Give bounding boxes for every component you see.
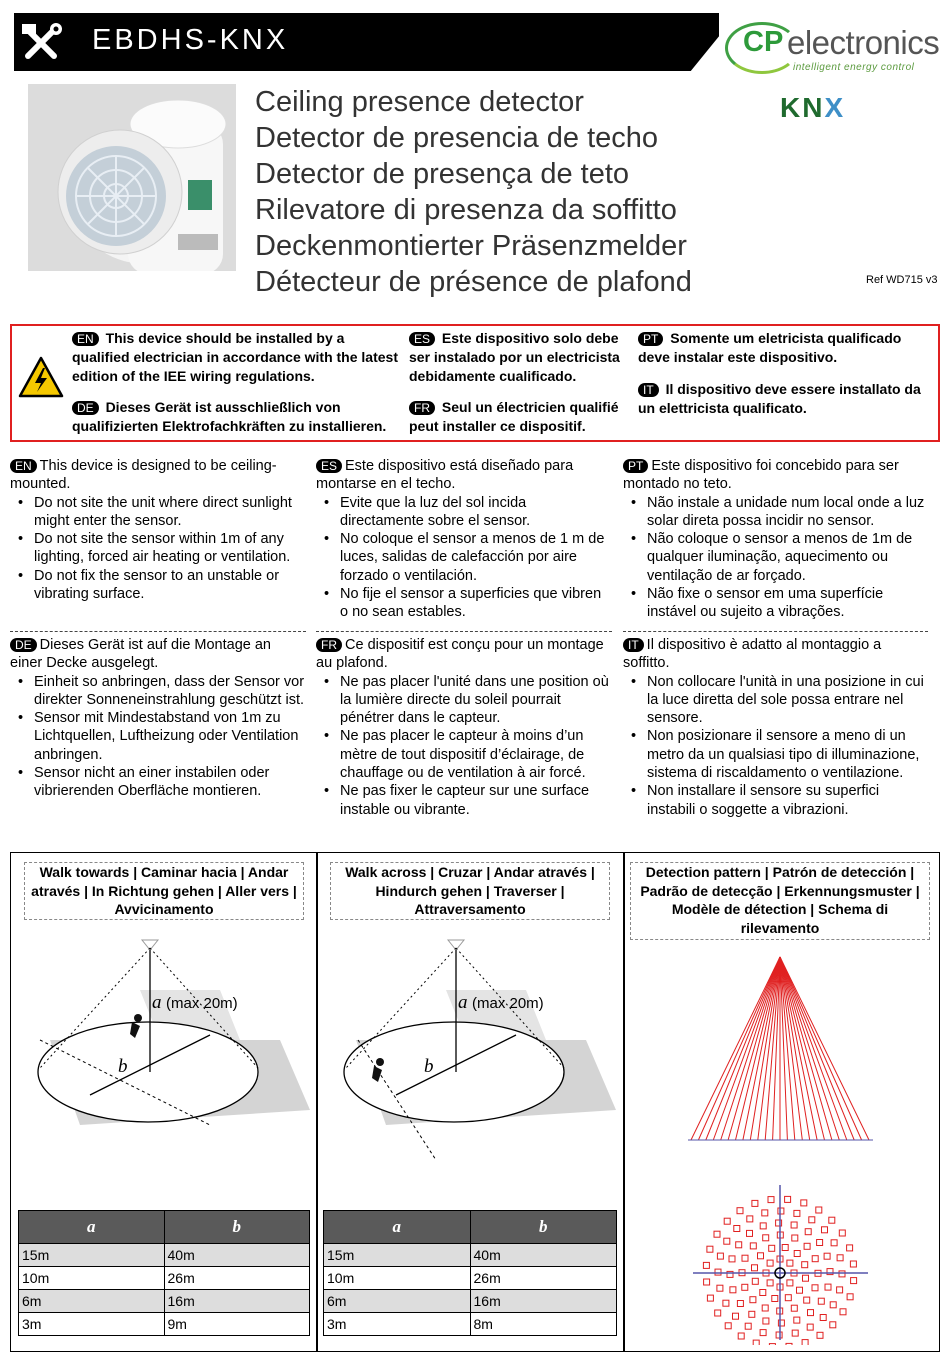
detection-zone	[802, 1262, 808, 1268]
detection-zone	[791, 1222, 797, 1228]
table-row: 15m 40m	[324, 1244, 617, 1267]
list-item: • Evite que la luz del sol incida directamente sobre el sensor.	[340, 494, 612, 531]
detection-zone	[736, 1242, 742, 1248]
divider	[316, 631, 612, 632]
list-item: • Einheit so anbringen, dass der Sensor vor direkter Sonneneinstrahlung geschützt ist.	[34, 673, 306, 710]
detection-zone	[714, 1231, 720, 1237]
detection-zone	[785, 1295, 791, 1301]
list-item: • Não instale a unidade num local onde a luz solar direta possa incidir no sensor.	[647, 494, 928, 531]
detection-zone	[818, 1298, 824, 1304]
detection-zone	[808, 1310, 814, 1316]
detection-zone	[730, 1287, 736, 1293]
detection-zone	[742, 1255, 748, 1261]
detection-zone	[758, 1253, 764, 1259]
detection-zone	[802, 1340, 808, 1345]
table-row: 3m 8m	[324, 1313, 617, 1336]
table-row: 10m 26m	[324, 1267, 617, 1290]
label-a: a	[152, 992, 162, 1013]
divider	[623, 631, 928, 632]
detection-zone	[724, 1238, 730, 1244]
detection-zone	[847, 1294, 853, 1300]
list-item: • Do not site the unit where direct sunlight might enter the sensor.	[34, 494, 306, 531]
detection-zone	[837, 1255, 843, 1261]
detection-zone	[840, 1309, 846, 1315]
detection-zone	[803, 1275, 809, 1281]
label-b: b	[424, 1056, 434, 1077]
detection-zone	[733, 1313, 739, 1319]
detection-zone	[715, 1269, 721, 1275]
list-item: • No fije el sensor a superficies que vibren o no sean estables.	[340, 585, 612, 622]
detection-zone	[839, 1230, 845, 1236]
detection-zone	[822, 1227, 828, 1233]
detection-zone	[776, 1332, 782, 1338]
detection-zone	[807, 1324, 813, 1330]
section-it: IT Il dispositivo è adatto al montaggio a soffitto. • Non collocare l'unità in una posizione in cui la luce diretta del sole possa entrare nel sensore. • Non posizionare il sensore a meno di un metro da un qualsiasi tipo di illuminazione, sistema di riscaldamento o ventilazione. • Non installare il sensore su superfici instabili o soggette a vibrazioni.	[623, 636, 928, 819]
detection-zone	[760, 1223, 766, 1229]
table-row: 6m 16m	[324, 1290, 617, 1313]
section-de: DE Dieses Gerät ist auf die Montage an einer Decke ausgelegt. • Einheit so anbringen, dass der Sensor vor direkter Sonneneinstrahlung geschützt ist. • Sensor mit Mindestabstand von 1m zu Lichtquellen, Luftheizung oder Ventilation anbringen. • Sensor nicht an einer instabilen oder vibrierenden Oberfläche montieren.	[10, 636, 306, 801]
warning-es: ES Este dispositivo solo debe ser instalado por un electricista debidamente cualificado.	[409, 330, 620, 384]
walk-across-table	[323, 1210, 617, 1336]
warning-de: DE Dieses Gerät ist ausschließlich von qualifizierten Elektrofachkräften zu installieren.	[72, 399, 387, 434]
detection-zone	[831, 1240, 837, 1246]
list-item: • Non collocare l'unità in una posizione in cui la luce diretta del sole possa entrare nel sensore.	[647, 673, 928, 728]
detection-zone	[704, 1279, 710, 1285]
list-item: • Não coloque o sensor a menos de 1m de qualquer iluminação, aquecimento ou ventilação de ar forçado.	[647, 530, 928, 585]
walk-towards-table	[18, 1210, 310, 1336]
detection-zone	[786, 1343, 792, 1345]
detection-zone	[750, 1243, 756, 1249]
detection-zone	[817, 1332, 823, 1338]
detection-zone	[745, 1323, 751, 1329]
list-item: • Ne pas fixer le capteur sur une surface instable ou vibrante.	[340, 782, 612, 819]
list-item: • Não fixe o sensor em uma superfície instável ou sujeito a vibrações.	[647, 585, 928, 622]
detection-zone	[762, 1305, 768, 1311]
detection-zone	[782, 1245, 788, 1251]
detection-zone	[763, 1318, 769, 1324]
label-max: (max 20m)	[166, 995, 238, 1012]
table-row: 6m 16m	[19, 1290, 310, 1313]
detection-ray	[713, 957, 780, 1140]
title-pt: Detector de presença de teto	[255, 158, 630, 190]
detection-zone	[812, 1285, 818, 1291]
label-a: a	[458, 992, 468, 1013]
detection-zone	[729, 1256, 735, 1262]
detection-zone	[804, 1297, 810, 1303]
table-row: 3m 9m	[19, 1313, 310, 1336]
product-code: EBDHS-KNX	[92, 24, 289, 56]
detection-zone	[794, 1317, 800, 1323]
detection-zone	[794, 1210, 800, 1216]
detection-zone	[734, 1226, 740, 1232]
detection-zone	[725, 1323, 731, 1329]
detection-zone	[723, 1300, 729, 1306]
cp-electronics-logo: CP electronics intelligent energy control	[725, 18, 940, 78]
detection-zone	[717, 1285, 723, 1291]
detection-zone	[753, 1340, 759, 1345]
table-row: 15m 40m	[19, 1244, 310, 1267]
list-item: • Sensor mit Mindestabstand von 1m zu Lichtquellen, Luftheizung oder Ventilation anbringen.	[34, 709, 306, 764]
detection-zone	[817, 1240, 823, 1246]
label-b: b	[118, 1056, 128, 1077]
detection-zone	[825, 1284, 831, 1290]
detection-zone	[787, 1260, 793, 1266]
detection-zone	[830, 1302, 836, 1308]
detection-zone	[767, 1260, 773, 1266]
detection-zone	[847, 1245, 853, 1251]
detection-zone	[742, 1284, 748, 1290]
detection-zone	[851, 1278, 857, 1284]
detection-zone	[824, 1253, 830, 1259]
detection-zone	[792, 1330, 798, 1336]
column-header: a	[19, 1211, 165, 1244]
list-item: • No coloque el sensor a menos de 1 m de luces, salidas de calefacción por aire forzado o ventilación.	[340, 530, 612, 585]
list-item: • Do not fix the sensor to an unstable or vibrating surface.	[34, 567, 306, 604]
section-es: ES Este dispositivo está diseñado para montarse en el techo. • Evite que la luz del sol incida directamente sobre el sensor. • No coloque el sensor a menos de 1 m de luces, salidas de calefacción por aire forzado o ventilación. • No fije el sensor a superficies que vibren o no sean estables.	[316, 457, 612, 622]
detection-zone	[839, 1271, 845, 1277]
detection-zone	[747, 1216, 753, 1222]
detection-zone	[778, 1208, 784, 1214]
detection-zone	[738, 1333, 744, 1339]
detection-zone	[737, 1301, 743, 1307]
title-it: Rilevatore di presenza da soffitto	[255, 194, 677, 226]
title-es: Detector de presencia de techo	[255, 122, 659, 154]
electrical-hazard-icon	[18, 356, 64, 398]
detection-zone	[707, 1295, 713, 1301]
detection-zone	[762, 1210, 768, 1216]
detection-zone	[797, 1287, 803, 1293]
detection-zone	[830, 1322, 836, 1328]
detection-zone	[772, 1296, 778, 1302]
detection-zone	[794, 1251, 800, 1257]
detection-zone	[747, 1230, 753, 1236]
warning-pt: PT Somente um eletricista qualificado deve instalar este dispositivo.	[638, 330, 902, 365]
detection-zone	[763, 1235, 769, 1241]
knx-logo: KNX	[780, 92, 846, 123]
detection-zone	[752, 1278, 758, 1284]
warning-en: EN This device should be installed by a qualified electrician in accordance with the latest edition of the IEE wiring regulations.	[72, 330, 398, 384]
detection-zone	[703, 1262, 709, 1268]
detection-zone	[805, 1229, 811, 1235]
title-en: Ceiling presence detector	[255, 86, 584, 118]
detection-pattern-diagram	[623, 945, 938, 1345]
list-item: • Do not site the sensor within 1m of any lighting, forced air heating or ventilation.	[34, 530, 306, 567]
list-item: • Non installare il sensore su superfici instabili o soggette a vibrazioni.	[647, 782, 928, 819]
warning-it: IT Il dispositivo deve essere installato da un elettricista qualificato.	[638, 381, 921, 416]
detection-zone	[792, 1235, 798, 1241]
label-max: (max 20m)	[472, 995, 544, 1012]
detection-zone	[769, 1245, 775, 1251]
list-item: • Ne pas placer l'unité dans une position où la lumière directe du soleil pourrait pénétrer dans le capteur.	[340, 673, 612, 728]
detection-zone	[816, 1207, 822, 1213]
section-pt: PT Este dispositivo foi concebido para ser montado no teto. • Não instale a unidade num local onde a luz solar direta possa incidir no sensor. • Não coloque o sensor a menos de 1m de qualquer iluminação, aquecimento ou ventilação de ar forçado. • Não fixe o sensor em uma superfície instável ou sujeito a vibrações.	[623, 457, 928, 622]
detection-pattern-heading: Detection pattern | Patrón de detección | Padrão de detecção | Erkennungsmuster | Modèle de détection | Schema di rilevamento	[630, 862, 930, 940]
detection-zone	[785, 1196, 791, 1202]
section-en: EN This device is designed to be ceiling-mounted. • Do not site the unit where direct sunlight might enter the sensor. • Do not site the sensor within 1m of any lighting, forced air heating or ventilation. • Do not fix the sensor to an unstable or vibrating surface.	[10, 457, 306, 603]
detection-zone	[791, 1305, 797, 1311]
detection-ray	[721, 957, 780, 1140]
detection-ray	[780, 957, 810, 1140]
list-item: • Non posizionare il sensore a meno di un metro da un qualsiasi tipo di illuminazione, sistema di riscaldamento o ventilazione.	[647, 727, 928, 782]
detection-zone	[715, 1310, 721, 1316]
detection-zone	[804, 1243, 810, 1249]
detection-ray	[780, 957, 847, 1140]
walk-towards-diagram	[10, 930, 316, 1200]
detection-zone	[820, 1315, 826, 1321]
detection-zone	[837, 1287, 843, 1293]
detection-zone	[787, 1280, 793, 1286]
detection-zone	[760, 1330, 766, 1336]
column-header: b	[470, 1211, 617, 1244]
detector-image	[28, 84, 236, 271]
detection-zone	[750, 1297, 756, 1303]
divider	[10, 631, 306, 632]
detection-zone	[707, 1246, 713, 1252]
detection-zone	[752, 1200, 758, 1206]
detection-zone	[801, 1200, 807, 1206]
detection-zone	[812, 1256, 818, 1262]
detection-zone	[829, 1217, 835, 1223]
detection-zone	[768, 1197, 774, 1203]
detection-zone	[760, 1290, 766, 1296]
detection-ray	[750, 957, 780, 1140]
detection-zone	[767, 1280, 773, 1286]
table-row: 10m 26m	[19, 1267, 310, 1290]
detection-zone	[724, 1218, 730, 1224]
column-header: a	[324, 1211, 471, 1244]
detection-zone	[749, 1311, 755, 1317]
column-header: b	[164, 1211, 310, 1244]
walk-across-diagram	[316, 930, 623, 1200]
detection-zone	[752, 1265, 758, 1271]
detection-zone	[769, 1344, 775, 1345]
reference-number: Ref WD715 v3	[866, 274, 938, 286]
title-fr: Détecteur de présence de plafond	[255, 266, 692, 298]
list-item: • Ne pas placer le capteur à moins d’un mètre de tout dispositif d’éclairage, de chauffage ou de ventilation à air forcé.	[340, 727, 612, 782]
detection-zone	[737, 1208, 743, 1214]
product-photo	[28, 84, 236, 271]
detection-zone	[809, 1217, 815, 1223]
warning-fr: FR Seul un électricien qualifié peut installer ce dispositif.	[409, 399, 619, 434]
title-de: Deckenmontierter Präsenzmelder	[255, 230, 687, 262]
section-fr: FR Ce dispositif est conçu pour un montage au plafond. • Ne pas placer l'unité dans une position où la lumière directe du soleil pourrait pénétrer dans le capteur. • Ne pas placer le capteur à moins d’un mètre de tout dispositif d’éclairage, de chauffage ou de ventilation à air forcé. • Ne pas fixer le capteur sur une surface instable ou vibrante.	[316, 636, 612, 819]
tools-icon	[20, 22, 64, 62]
walk-towards-heading: Walk towards | Caminar hacia | Andar através | In Richtung gehen | Aller vers | Avvicinamento	[24, 862, 304, 920]
detection-ray	[780, 957, 839, 1140]
detection-zone	[850, 1261, 856, 1267]
walk-across-heading: Walk across | Cruzar | Andar através | Hindurch gehen | Traverser | Attraversamento	[330, 862, 610, 920]
detection-zone	[717, 1253, 723, 1259]
list-item: • Sensor nicht an einer instabilen oder vibrierenden Oberfläche montieren.	[34, 764, 306, 801]
